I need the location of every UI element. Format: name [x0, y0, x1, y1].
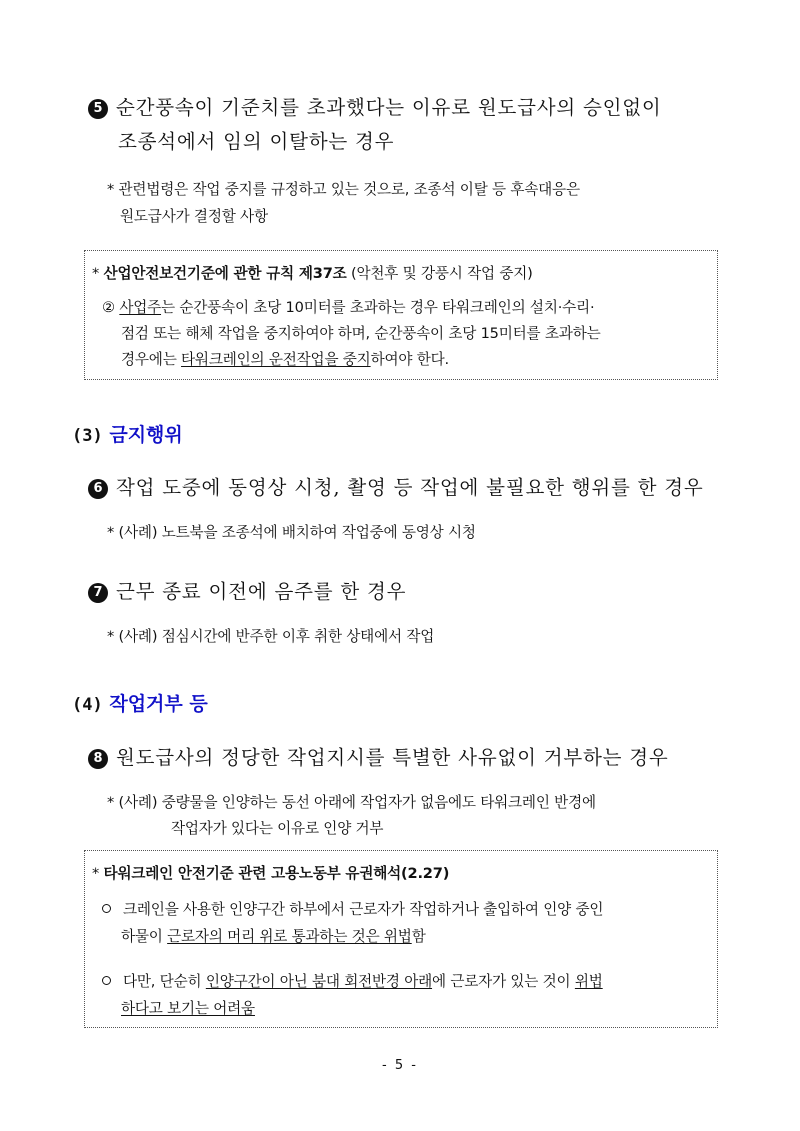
item-5-note-line2: 원도급사가 결정할 사항 [120, 208, 268, 225]
bullet-2-text-a: 다만, 단순히 [123, 973, 206, 990]
number-7-icon: 7 [88, 583, 108, 603]
item-5-text: 순간풍속이 기준치를 초과했다는 이유로 원도급사의 승인없이 [116, 96, 662, 119]
item-5-note-line1: * 관련법령은 작업 중지를 규정하고 있는 것으로, 조종석 이탈 등 후속대응은 [107, 181, 580, 198]
interpretation-bullet-1-line1 [102, 898, 603, 919]
circled-2-marker: ② [102, 299, 120, 316]
asterisk: * [92, 865, 104, 882]
section-3-title: 금지행위 [109, 424, 183, 446]
asterisk: * [92, 265, 104, 282]
item-8 [88, 742, 669, 770]
number-8-icon: 8 [88, 749, 108, 769]
bullet-1-text-b: 함 [411, 928, 426, 945]
underlined-boom-radius: 인양구간이 아닌 붐대 회전반경 아래 [205, 973, 433, 990]
interpretation-title-bold: 타워크레인 안전기준 관련 고용노동부 유권해석(2.27) [103, 865, 450, 882]
regulation-text-1: 는 순간풍속이 초당 10미터를 초과하는 경우 타워크레인의 설치·수리· [161, 299, 595, 316]
bullet-1-text-a: 하물이 [121, 928, 168, 945]
regulation-paragraph-line3 [121, 348, 449, 369]
interpretation-bullet-1-line2 [121, 925, 426, 946]
item-7-note: * (사례) 점심시간에 반주한 이후 취한 상태에서 작업 [107, 628, 435, 645]
item-6-note: * (사례) 노트북을 조종석에 배치하여 작업중에 동영상 시청 [107, 524, 476, 541]
item-7-text: 근무 종료 이전에 음주를 한 경우 [116, 580, 407, 603]
number-5-icon: 5 [88, 99, 108, 119]
interpretation-bullet-2-line2: 하다고 보기는 어려움 [121, 1000, 255, 1017]
interpretation-title [92, 862, 449, 883]
regulation-paragraph-line2: 점검 또는 해체 작업을 중지하여야 하며, 순간풍속이 초당 15미터를 초과하는 [121, 325, 601, 342]
regulation-text-3b: 하여야 한다. [370, 351, 449, 368]
item-5-line1 [88, 92, 662, 120]
section-4-heading [72, 689, 208, 716]
page-number: - 5 - [382, 1058, 418, 1073]
underlined-stop-operation: 타워크레인의 운전작업을 중지 [181, 351, 371, 368]
bullet-1-text: 크레인을 사용한 인양구간 하부에서 근로자가 작업하거나 출입하여 인양 중인 [123, 901, 604, 918]
section-4-number: (4) [72, 695, 103, 715]
regulation-title [92, 262, 533, 283]
item-5-line2: 조종석에서 임의 이탈하는 경우 [118, 130, 395, 153]
interpretation-bullet-2-line1 [102, 970, 603, 991]
circle-bullet-icon [102, 904, 111, 913]
number-6-icon: 6 [88, 479, 108, 499]
underlined-illegal: 위법 [574, 973, 603, 990]
circle-bullet-icon [102, 976, 111, 985]
item-6-text: 작업 도중에 동영상 시청, 촬영 등 작업에 불필요한 행위를 한 경우 [116, 476, 704, 499]
section-3-number: (3) [72, 426, 103, 446]
underlined-illegal-overhead: 근로자의 머리 위로 통과하는 것은 위법 [167, 928, 412, 945]
regulation-title-bold: 산업안전보건기준에 관한 규칙 제37조 [103, 265, 347, 282]
section-4-title: 작업거부 등 [109, 693, 208, 715]
regulation-text-3a: 경우에는 [121, 351, 182, 368]
underlined-employer: 사업주 [119, 299, 162, 316]
regulation-paragraph-line1 [102, 296, 594, 317]
item-7 [88, 576, 406, 604]
section-3-heading [72, 420, 183, 447]
item-8-note-line2: 작업자가 있다는 이유로 인양 거부 [171, 820, 384, 837]
regulation-title-rest: (악천후 및 강풍시 작업 중지) [346, 265, 533, 282]
item-6 [88, 472, 704, 500]
bullet-2-text-b: 에 근로자가 있는 것이 [432, 973, 575, 990]
item-8-note-line1: * (사례) 중량물을 인양하는 동선 아래에 작업자가 없음에도 타워크레인 반경에 [107, 794, 596, 811]
item-8-text: 원도급사의 정당한 작업지시를 특별한 사유없이 거부하는 경우 [116, 746, 669, 769]
